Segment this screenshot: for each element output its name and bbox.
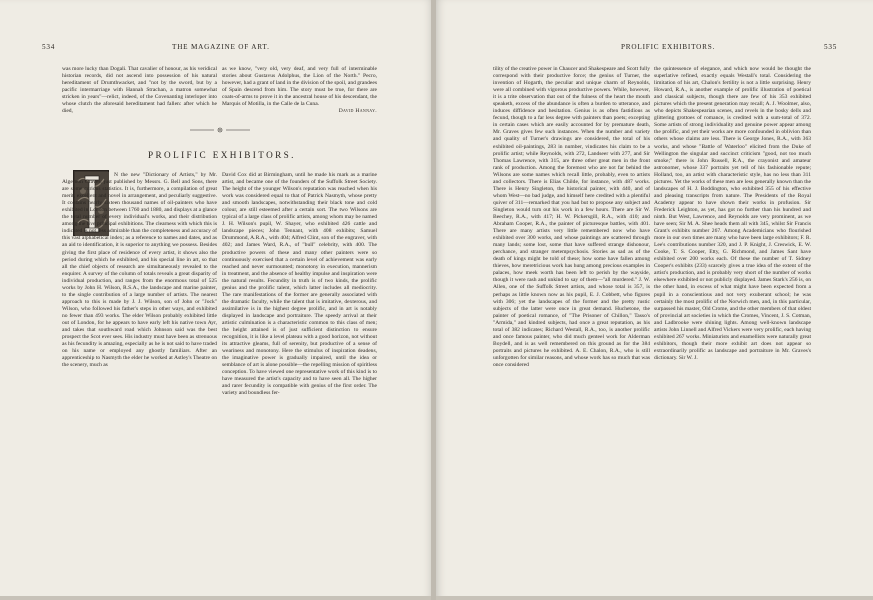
continued-col2 xyxy=(654,66,811,590)
article-title: PROLIFIC EXHIBITORS. xyxy=(148,150,296,160)
previous-article-col2-text: as we know, "very old, very deaf, and very full of interminable stories about Gustavus Adolphus, the Lion of the North." Pecro, however, had a grant of land in the division of the spoil, and grandees of Spain descend from him. The story must be true, for there are coats-of-arms to prove it in the ancestral house of his descendant, the Marquis of Motilla, in the Calle de la Cuna. xyxy=(222,66,377,108)
page-bottom-edge xyxy=(0,596,433,600)
continued-col1 xyxy=(493,66,650,590)
article-col1-text: N the new "Dictionary of Artists," by Mr. Algernon Graves, just published by Messrs. G. Bell and Sons, there are some curious statistics. It is, furthermore, a compilation of great merit, excellent and novel in arrangement, and peculiarly suggestive. It contains nearly sixteen thousand names of oil-painters who have exhibited in London between 1760 and 1880, and displays at a glance the total number of every individual's works, and their distribution among the five principal exhibitions. The clearness with which this is indicated is not less admirable than the completeness and accuracy of this vast alphabetical index; as a reference to names and dates, and as an aid to identification, it is superior to anything we possess. Besides giving the first place of residence of every artist, it shows also the period during which he exhibited, and his special line in art, so that all the chief objects of research are simultaneously revealed to the enquirer. A survey of the column of totals reveals a great disparity of individual production, and ranges from the enormous total of 525 works by John H. Wilson, R.S.A., the landscape and marine painter, to the single contribution of a large number of artists. The nearest approach to this is made by J. J. Wilson, son of John or "Jock" Wilson, who followed his father's steps in other ways, and exhibited no fewer than 493 works. The elder Wilson probably exhibited little out of London, for he appears to have early left his native town Ayr, and takes that southward road which Johnson said was the best prospect the Scot ever sees. His industry must have been as strenuous as his fecundity is amazing, especially as he is not said to have traded on his name or employed any ghostly familiars. After an apprenticeship to Nasmyth the elder he worked at Astley's Theatre on the scenery, much as xyxy=(62,172,217,369)
page-bottom-edge-right xyxy=(436,596,873,600)
section-divider-ornament xyxy=(190,127,250,133)
continued-col1-text: tility of the creative power in Chaucer and Shakespeare and Scott fully correspond with their productive force; the genius of Turner, the invention of Hogarth, the peculiar and unique charm of Reynolds, were all combined with vigorous productive powers. While, however, it is a trite observation that out of the fulness of the heart the mouth speaketh, excess of the abundance is often a burden to utterance, and induces diffidence and hesitation. Genius is as often fastidious as fecund, though to a far less degree with painters than poets; excepting in certain cases which are easily accounted for by premature death, Mr. Graves gives few such instances. When the number and variety and quality of Turner's drawings are considered, the total of his exhibited oil-paintings, 283 in number, vindicates his claim to be a prolific artist; while Reynolds, with 272, Landseer with 277, and Sir Thomas Lawrence, with 315, are three other great men in the front rank of production. Among the foremost who are not far behind the Wilsons are some names which recall little, probably, even to artists and collectors. There is Elias Childe, for instance, with 487 works. There is Henry Singleton, the historical painter, with 440, and of whom West—no bad judge, and himself here credited with a plentiful quiver of 311—remarked that you had but to propose any subject and Singleton would turn out his work in a few hours. There are Sir W. Beechey, R.A., with 417; H. W. Pickersgill, R.A., with 410; and Abraham Cooper, R.A., the painter of picturesque battles, with 401. There are many artists very little remembered now who have exhibited over 300 works, and whose paintings are scattered through many lands; some lost, some that have suffered strange dishonour, perchance, and stranger metempsychosis. Stories as sad as of the death of kings might be told of these; how some have fallen among thieves, how meretricious work has hung among precious examples in palaces, how meek worth has been left to perish by the wayside, though it were rash and unkind to say of them—"all murdered." J. W. Allen, one of the Suffolk Street artists, and whose total is 357, is perhaps as little known now as his pupil, E. J. Cobbett, who figures with 306; yet the landscapes of the former and the pretty rustic subjects of the latter were once in great demand. Huchetone, the painter of poetical romance, of "The Prisoner of Chillon," Tasso's "Armida," and kindred subjects, had once a great reputation, as his total of 382 indicates; Richard Westall, R.A., too, is another prolific and once famous painter, who did much genteel work for Alderman Boydell, and is as well remembered on this ground as for the 384 portraits and pictures he exhibited. A. E. Chalon, R.A., who is still unforgotten for similar reasons, and whose work has so much that was once considered xyxy=(493,66,650,368)
article-col2 xyxy=(222,172,377,590)
previous-article-col2-end xyxy=(222,66,377,124)
continued-col2-text: the quintessence of elegance, and which now would be thought the superlative refined, exactly equals Westall's total. Considering the limitation of his art, Chalon's fertility is not a little surprising. Henry Howard, R.A., is another example of prolific illustration of poetical and classical subjects, though there are few of his 353 exhibited pictures which the present generation may recall; A. J. Woolmer, also, who depicts Shakespearian scenes, and revels in the bosky dells and glittering grottoes of romance, is credited with a sum-total of 372. Some artists of strong individuality and genuine power appear among the prolific, and yet their works are more confounded in oblivion than others whose claims are less. There is George Jones, R.A., with 363 works, and whose "Battle of Waterloo" elicited from the Duke of Wellington the singular and succinct criticism "good, not too much smoke;" there is John Russell, R.A., the crayonist and amateur astronomer, whose 337 portraits yet tell of his fashionable repute; Holland, too, an artist with characteristic style, has no less than 311 pictures. Yet the works of these men are less generally known than the landscapes of H. J. Boddington, who exhibited 355 of his effective and pleasing transcripts from nature. The Presidents of the Royal Academy appear to have shown their works in profusion. Sir Frederick Leighton, as yet, has got no further than his hundred and ninth. But West, Lawrence, and Reynolds are very prominent, as we have seen; Sir M. A. Shee heads them all with 345, whilst Sir Francis Grant's exhibits number 267. Among Academicians who flourished more in our own times are many who have been large exhibitors; F. R. Lee's contributions number 320, and J. P. Knight, J. Creswick, E. W. Cooke, T. S. Cooper, Etty, G. Richmond, and James Sant have exhibited over 200 works each. Of these the number of T. Sidney Cooper's exhibits (233) scarcely gives a true idea of the extent of the artist's production, and is probably very short of the number of works elsewhere exhibited or not publicly displayed. James Stark's 256 is, on the other hand, in excess of what might have been expected from a pupil in a conscientious and not very exuberant school; he was certainly the most prolific of the Norwich men, and, in this particular, surpassed his master, Old Crome, and the other members of that oldest of provincial art societies in which the Cromes, Vincent, J. S. Cotman, and Ladbrooke were shining lights. Among well-known landscape artists John Linnell and Alfred Vickers were very prolific, each having exhibited 267 works. Miniaturists and enamellists were naturally great exhibitors, though their more exhibit art does not appear so extraordinarily prolific as landscape and portraiture in Mr. Graves's dictionary. Sir W. J. xyxy=(654,66,811,361)
left-page-number: 534 xyxy=(42,43,56,51)
left-page xyxy=(0,0,433,600)
right-page xyxy=(436,0,873,600)
author-signature: David Hannay. xyxy=(338,108,377,115)
left-running-head: THE MAGAZINE OF ART. xyxy=(172,43,270,51)
previous-article-col1-text: was more lucky than Dogali. That cavalier of honour, as his veridical historian records, did not ascend into possession of his natural hereditament of Drumthwacket, and "not by the sword, but by a pacific intermarriage with Hannah Strachan, a matron somewhat stricken in years"—relict, indeed, of the Covenanting interloper into whose clutch the aforesaid hereditament had fallen: after which he died, xyxy=(62,66,217,115)
right-running-head: PROLIFIC EXHIBITORS. xyxy=(621,43,716,51)
article-col2-text: David Cox did at Birmingham, until he made his mark as a marine artist, and became one of the founders of the Suffolk Street Society. The height of the younger Wilson's reputation was reached when his work was considered equal to that of Patrick Nasmyth, whose pretty and smooth landscapes, notwithstanding their black tone and cold colour, are still esteemed after a certain sort. The two Wilsons are typical of a large class of prolific artists, among whom may be named J. H. Wilson's pupil, W. Shayer, who exhibited 426 cattle and landscape pieces; John Tennant, with 408 exhibits; Samuel Drummond, A.R.A., with 404; Alfred Clint, son of the engraver, with 402; and James Ward, R.A., of "bull" celebrity, with 400. The productive powers of these and many other painters were so continuously exercised that a certain level of achievement was early reached and never surmounted; monotony in execution, mannerism in treatment, and the absence of healthy impulse and inspiration were the natural results. Fecundity in truth is of two kinds, the prolific genius and the prolific talent, which latter includes all mediocrity. The rare manifestations of the former are generally associated with the dramatic faculty, while the talent that is imitative, dexterous, and assimilative is in the highest degree prolific, and in art is notably displayed in landscape and portraiture. The speedy arrival at their artistic culmination is a characteristic common to this class of men; the height attained is of just sufficient distinction to ensure recognition, it is like a level plateau with a good horizon, not without its attractive gleams, full of serenity, but productive of a sense of weariness and monotony. Here the stimulus of inspiration deadens, the imaginative power is gradually impaired, until the idea or semblance of art is alone possible—the repelling mission of spiritless conception. To have viewed one representative work of this kind is to have measured the artist's capacity and to have seen all. The higher and rarer fecundity is compatible with genius of the first order. The variety and boundless fer- xyxy=(222,172,377,397)
previous-article-col1-end xyxy=(62,66,217,123)
article-col1 xyxy=(62,172,217,590)
right-page-number: 535 xyxy=(824,43,838,51)
